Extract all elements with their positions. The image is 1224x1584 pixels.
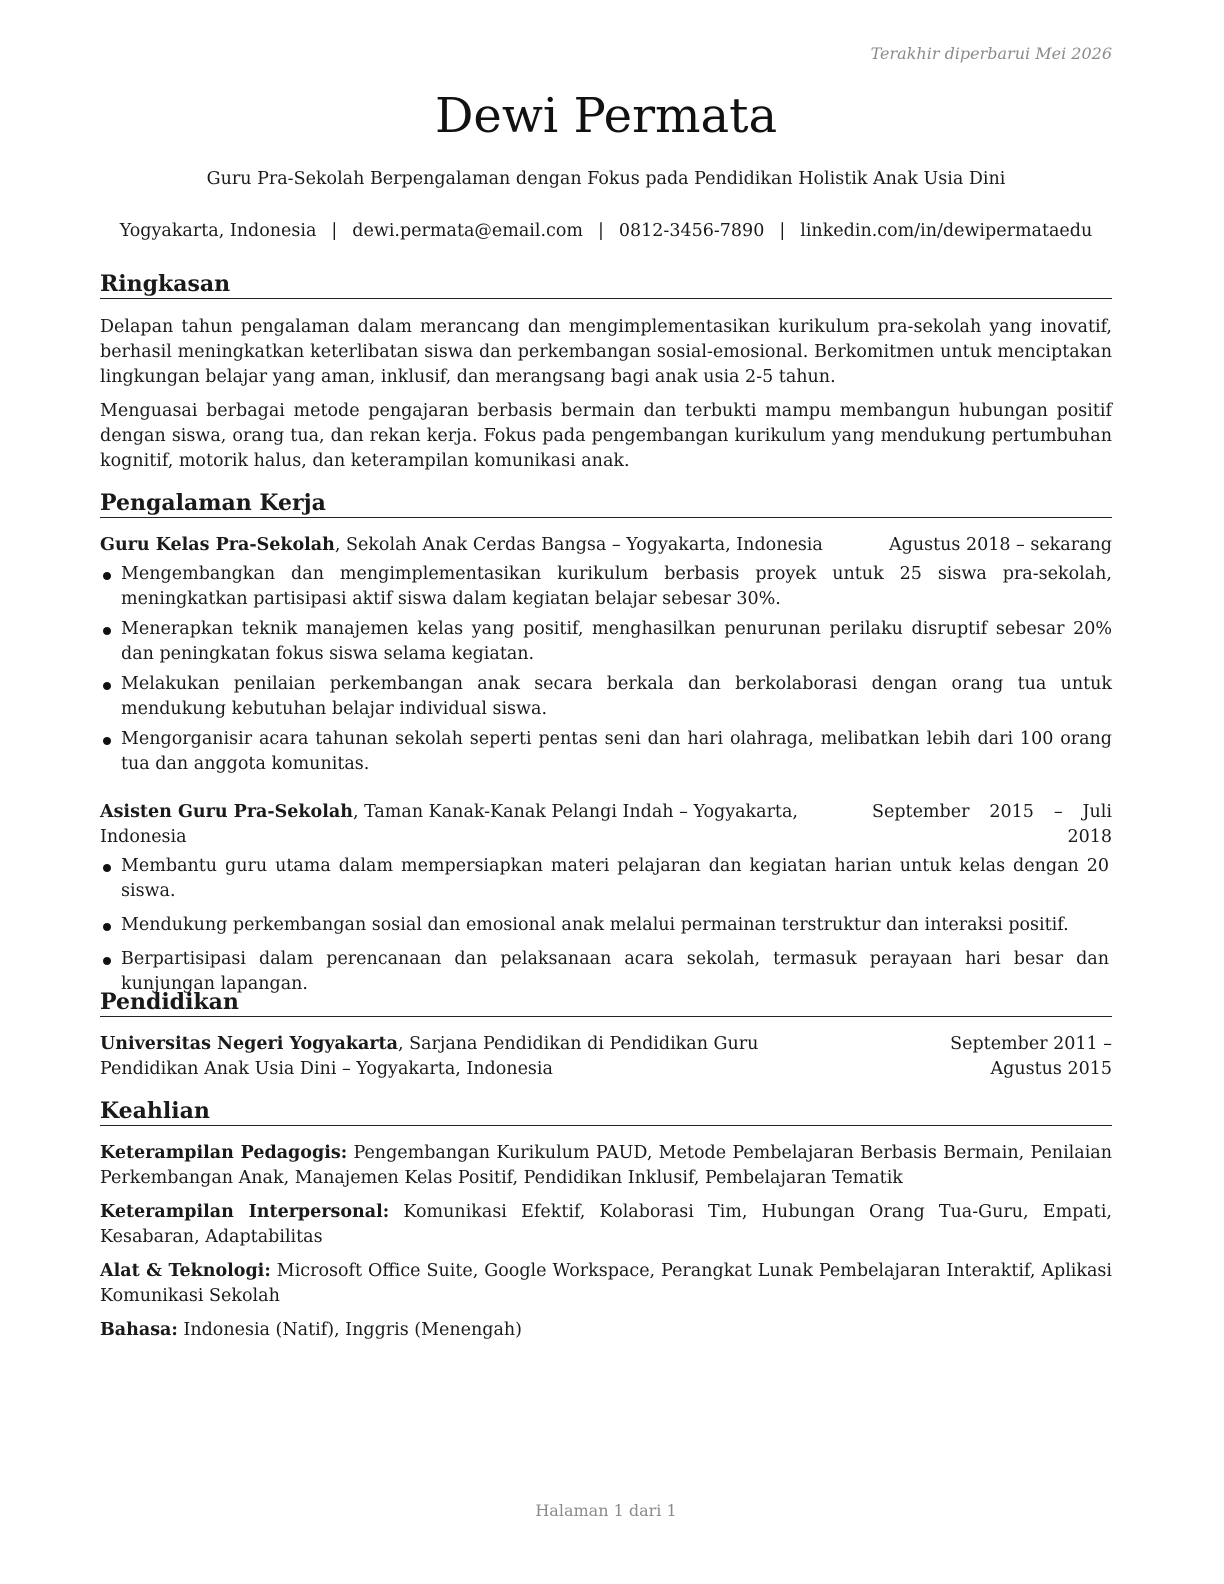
education-section — [100, 988, 1112, 1082]
page-footer: Halaman 1 dari 1 — [535, 1501, 677, 1520]
skill-value: Komunikasi Efektif, Kolaborasi Tim, Hubungan Orang Tua-Guru, Empati, Kesabaran, Adaptabilitas — [100, 1202, 1112, 1247]
job-bullet: Membantu guru utama dalam mempersiapkan materi pelajaran dan kegiatan harian untuk kelas dengan 20 siswa. — [100, 854, 1109, 904]
job-bullet: Menerapkan teknik manajemen kelas yang positif, menghasilkan penurunan perilaku disruptif sebesar 20% dan peningkatan fokus siswa selama kegiatan. — [100, 617, 1112, 667]
section-title-experience: Pengalaman Kerja — [100, 489, 1112, 518]
summary-paragraph: Delapan tahun pengalaman dalam merancang dan mengimplementasikan kurikulum pra-sekolah yang inovatif, berhasil meningkatkan keterlibatan siswa dan perkembangan sosial-emosional. Berkomitmen untuk menciptakan lingkungan belajar yang aman, inklusif, dan merangsang bagi anak usia 2-5 tahun. — [100, 317, 1112, 387]
education-entry — [100, 1032, 1112, 1082]
skill-value: Microsoft Office Suite, Google Workspace, Perangkat Lunak Pembelajaran Interaktif, Aplikasi Komunikasi Sekolah — [100, 1261, 1113, 1306]
job-header — [100, 533, 1112, 558]
skill-row — [100, 1141, 1112, 1191]
job-bullets — [100, 854, 1109, 997]
skill-row — [100, 1200, 1112, 1250]
resume-page — [100, 0, 1112, 1584]
last-updated: Terakhir diperbarui Mei 2026 — [870, 44, 1112, 63]
job-header — [100, 800, 1112, 850]
summary-section — [100, 270, 1112, 474]
skill-row — [100, 1318, 1112, 1343]
job-dates: September 2015 – Juli 2018 — [872, 802, 1112, 847]
job-dates: Agustus 2018 – sekarang — [889, 535, 1112, 555]
section-title-summary: Ringkasan — [100, 270, 1112, 299]
skill-value: Indonesia (Natif), Inggris (Menengah) — [177, 1320, 523, 1340]
contact-line — [100, 219, 1112, 243]
contact-separator: | — [331, 221, 338, 241]
job-entry — [100, 533, 1112, 777]
job-entry — [100, 800, 1112, 997]
tagline: Guru Pra-Sekolah Berpengalaman dengan Fokus pada Pendidikan Holistik Anak Usia Dini — [206, 169, 1006, 189]
education-dates: September 2011 – Agustus 2015 — [950, 1034, 1112, 1079]
job-role: Guru Kelas Pra-Sekolah — [100, 535, 335, 555]
skill-row — [100, 1259, 1112, 1309]
candidate-name: Dewi Permata — [434, 88, 778, 144]
job-bullet: Berpartisipasi dalam perencanaan dan pelaksanaan acara sekolah, termasuk perayaan hari besar dan kunjungan lapangan. — [100, 947, 1109, 997]
education-school: Universitas Negeri Yogyakarta — [100, 1034, 398, 1054]
job-org: , Taman Kanak-Kanak Pelangi Indah – Yogyakarta, Indonesia — [100, 802, 798, 847]
contact-phone: 0812-3456-7890 — [618, 221, 765, 241]
job-org: , Sekolah Anak Cerdas Bangsa – Yogyakarta, Indonesia — [334, 535, 823, 555]
job-role: Asisten Guru Pra-Sekolah — [100, 802, 353, 822]
experience-section — [100, 489, 1112, 997]
job-bullet: Melakukan penilaian perkembangan anak secara berkala dan berkolaborasi dengan orang tua untuk mendukung kebutuhan belajar individual siswa. — [100, 672, 1112, 722]
skill-label: Keterampilan Interpersonal: — [100, 1202, 390, 1222]
contact-separator: | — [597, 221, 604, 241]
job-bullet: Mengorganisir acara tahunan sekolah seperti pentas seni dan hari olahraga, melibatkan lebih dari 100 orang tua dan anggota komunitas. — [100, 727, 1112, 777]
skill-label: Keterampilan Pedagogis: — [100, 1143, 348, 1163]
contact-separator: | — [779, 221, 786, 241]
contact-email[interactable]: dewi.permata@email.com — [352, 221, 583, 241]
section-title-education: Pendidikan — [100, 988, 1112, 1017]
skill-value: Pengembangan Kurikulum PAUD, Metode Pembelajaran Berbasis Bermain, Penilaian Perkembangan Anak, Manajemen Kelas Positif, Pendidikan Inklusif, Pembelajaran Tematik — [100, 1143, 1112, 1188]
section-title-skills: Keahlian — [100, 1097, 1112, 1126]
skills-section — [100, 1097, 1112, 1343]
skill-label: Alat & Teknologi: — [100, 1261, 271, 1281]
job-bullets — [100, 562, 1112, 777]
education-degree: , Sarjana Pendidikan di Pendidikan Guru Pendidikan Anak Usia Dini – Yogyakarta, Indonesia — [100, 1034, 759, 1079]
job-bullet: Mendukung perkembangan sosial dan emosional anak melalui permainan terstruktur dan interaksi positif. — [100, 913, 1109, 938]
job-bullet: Mengembangkan dan mengimplementasikan kurikulum berbasis proyek untuk 25 siswa pra-sekolah, meningkatkan partisipasi aktif siswa dalam kegiatan belajar sebesar 30%. — [100, 562, 1112, 612]
skill-label: Bahasa: — [100, 1320, 178, 1340]
contact-location: Yogyakarta, Indonesia — [119, 221, 317, 241]
summary-paragraph: Menguasai berbagai metode pengajaran berbasis bermain dan terbukti mampu membangun hubungan positif dengan siswa, orang tua, dan rekan kerja. Fokus pada pengembangan kurikulum yang mendukung pertumbuhan kognitif, motorik halus, dan keterampilan komunikasi anak. — [100, 401, 1112, 471]
contact-linkedin[interactable]: linkedin.com/in/dewipermataedu — [800, 221, 1093, 241]
